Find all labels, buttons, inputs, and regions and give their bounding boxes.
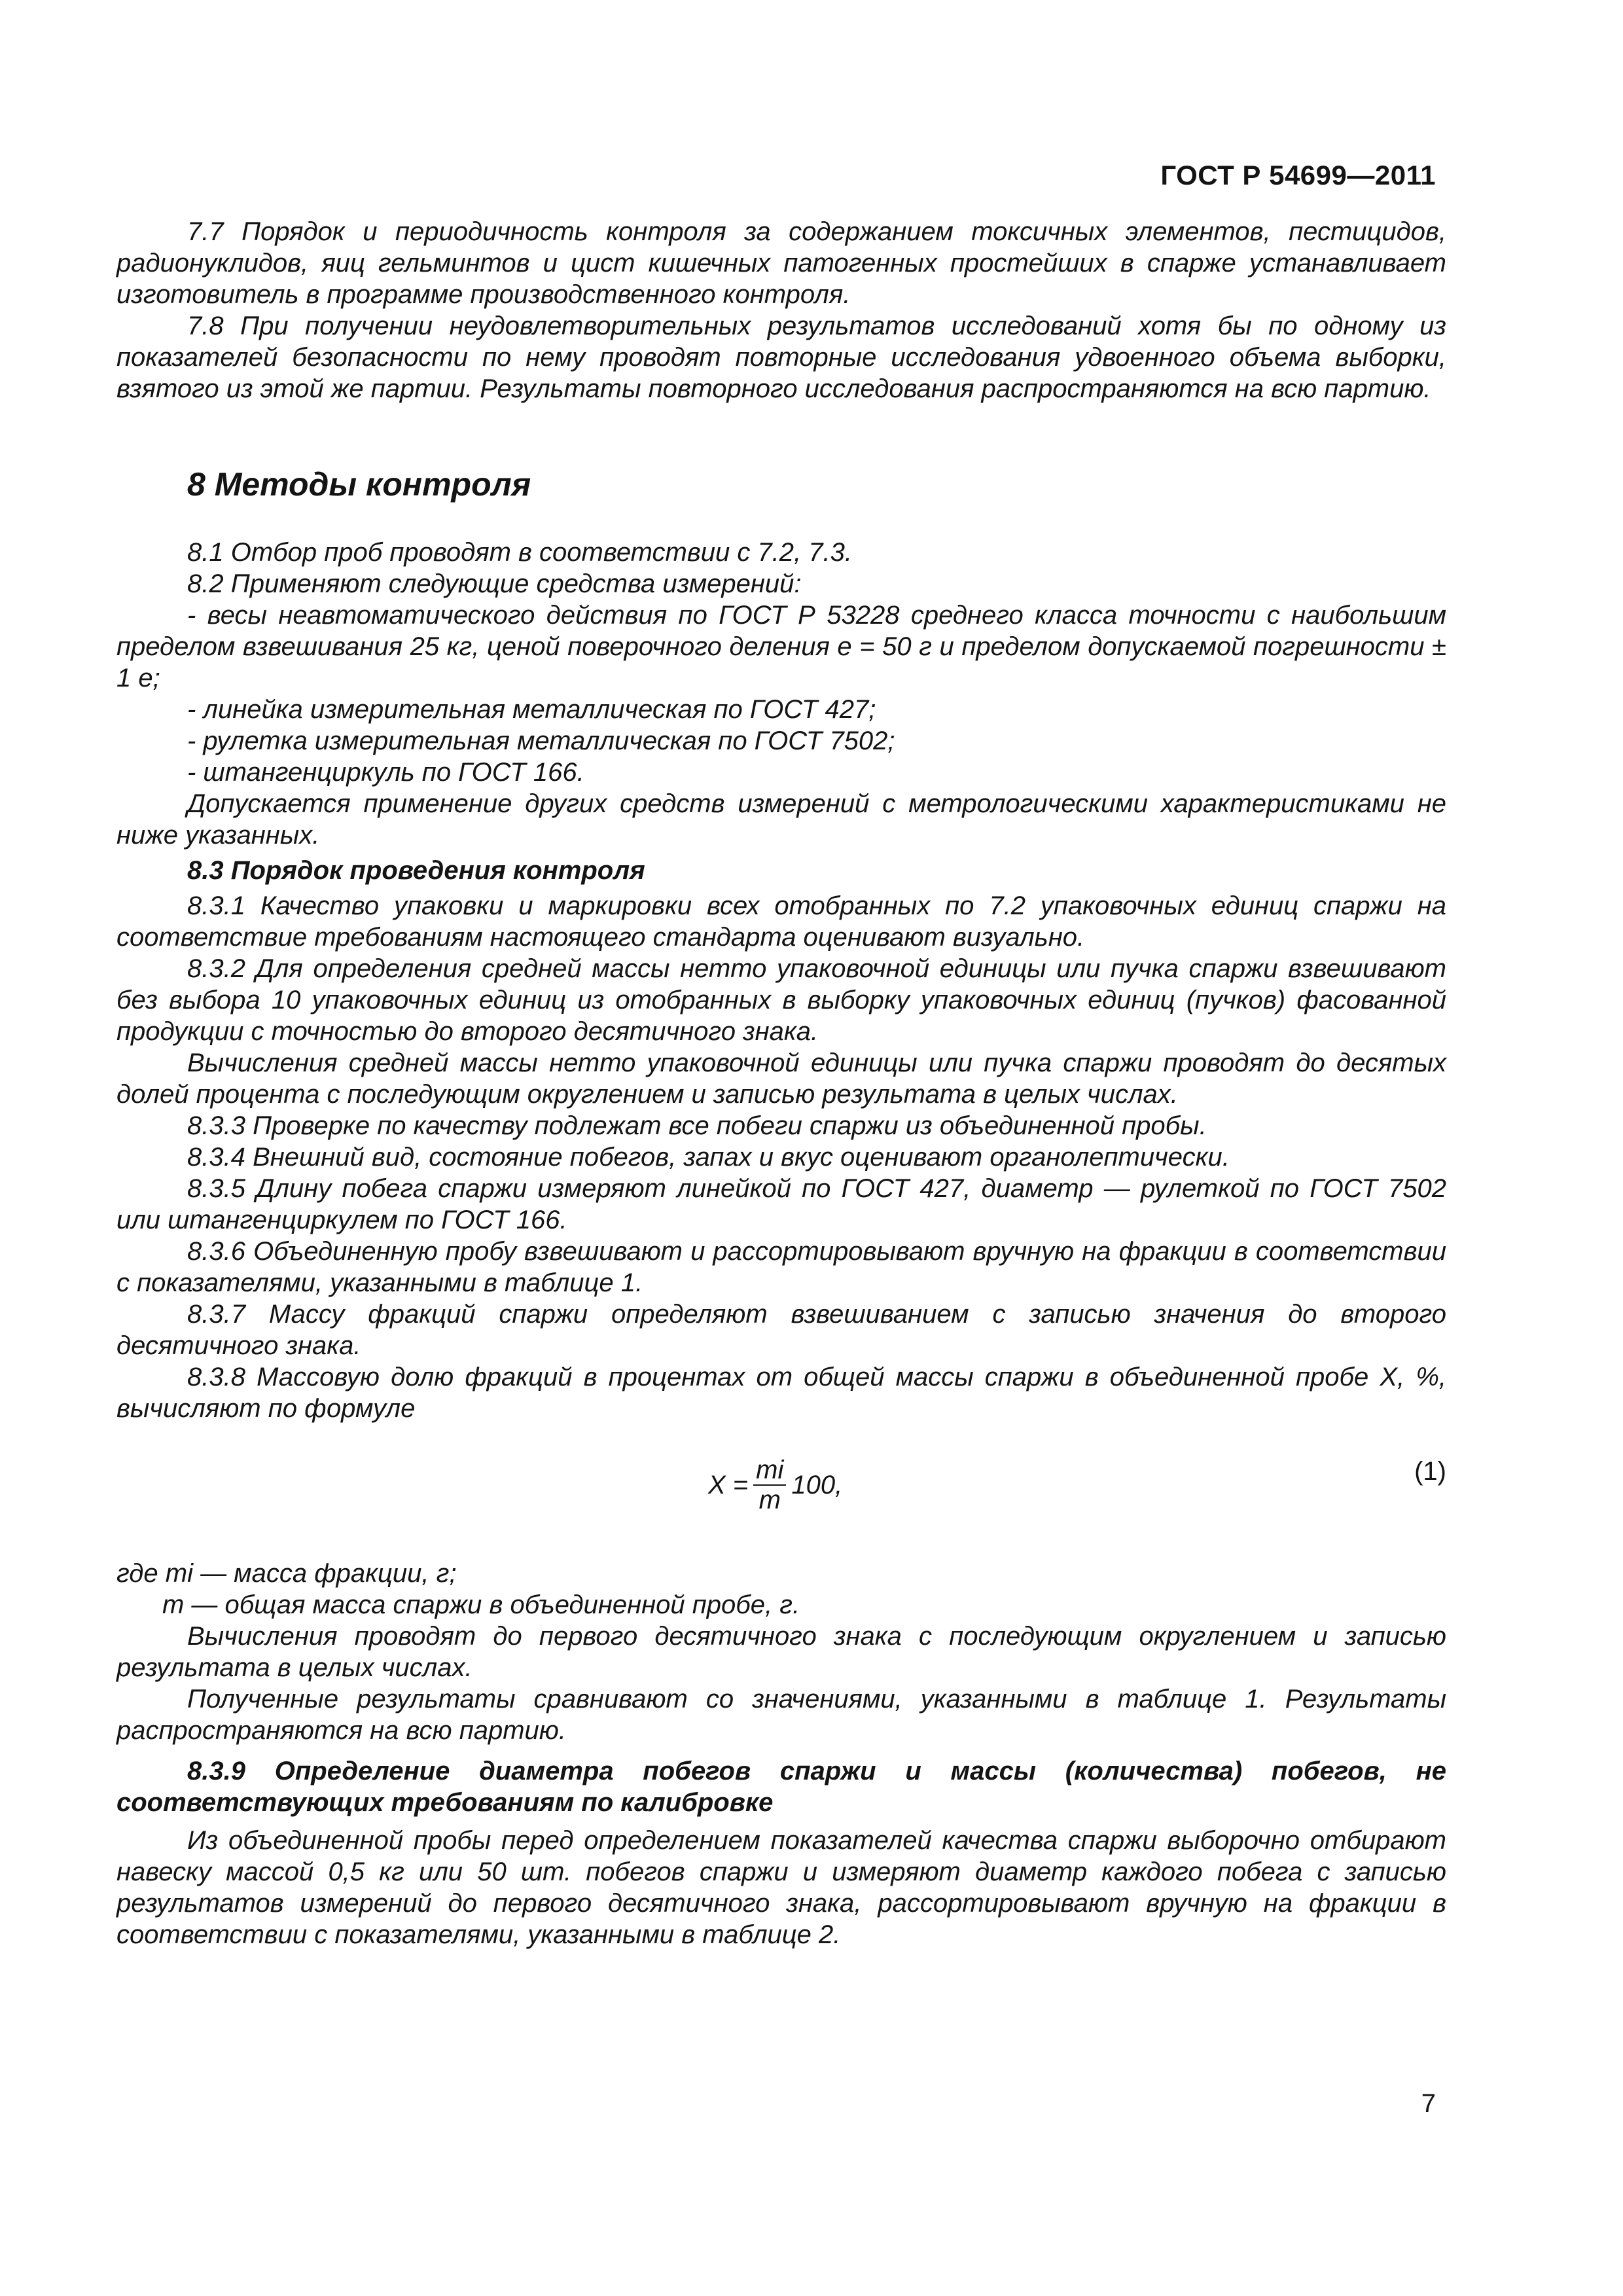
formula-fraction xyxy=(753,1456,786,1515)
formula xyxy=(708,1456,842,1515)
list-item-caliper: - штангенциркуль по ГОСТ 166. xyxy=(187,758,584,787)
page-number: 7 xyxy=(1421,2089,1436,2118)
paragraph-8-2: 8.2 Применяют следующие средства измерений: xyxy=(187,569,802,598)
list-item-scales: - весы неавтоматического действия по ГОСТ Р 53228 среднего класса точности с наибольшим пределом взвешивания 25 кг, ценой поверочного деления e = 50 г и пределом допускаемой погрешности ± 1 e; xyxy=(116,601,1446,692)
formula-numerator: mi xyxy=(753,1456,786,1486)
paragraph-8-1: 8.1 Отбор проб проводят в соответствии с 7.2, 7.3. xyxy=(187,538,852,567)
section-8-title: 8 Методы контроля xyxy=(187,466,531,503)
formula-block xyxy=(116,1450,1446,1542)
list-item-ruler: - линейка измерительная металлическая по ГОСТ 427; xyxy=(187,695,876,724)
paragraph-8-3-2: 8.3.2 Для определения средней массы нетто упаковочной единицы или пучка спаржи взвешивают без выбора 10 упаковочных единиц из отобранных в выборку упаковочных единиц (пучков) фасованной продукции с точностью до второго десятичного знака. xyxy=(116,954,1446,1046)
where-line-2: m — общая масса спаржи в объединенной пробе, г. xyxy=(162,1590,800,1619)
paragraph-8-3-3: 8.3.3 Проверке по качеству подлежат все побеги спаржи из объединенной пробы. xyxy=(187,1111,1207,1140)
formula-lhs: X = xyxy=(708,1471,749,1499)
paragraph-8-3-7: 8.3.7 Массу фракций спаржи определяют взвешиванием с записью значения до второго десятичного знака. xyxy=(116,1300,1446,1360)
list-item-tape: - рулетка измерительная металлическая по ГОСТ 7502; xyxy=(187,726,895,755)
formula-denominator: m xyxy=(758,1486,781,1515)
paragraph-8-3-8: 8.3.8 Массовую долю фракций в процентах от общей массы спаржи в объединенной пробе X, %, вычисляют по формуле xyxy=(116,1363,1446,1423)
standard-header: ГОСТ Р 54699—2011 xyxy=(1160,160,1436,190)
paragraph-7-8: 7.8 При получении неудовлетворительных результатов исследований хотя бы по одному из показателей безопасности по нему проводят повторные исследования удвоенного объема выборки, взятого из этой же партии. Результаты повторного исследования распространяются на всю партию. xyxy=(116,312,1446,403)
where-line-1: где mi — масса фракции, г; xyxy=(116,1559,457,1588)
paragraph-allowed: Допускается применение других средств измерений с метрологическими характеристиками не ниже указанных. xyxy=(116,789,1446,850)
paragraph-7-7: 7.7 Порядок и периодичность контроля за содержанием токсичных элементов, пестицидов, радионуклидов, яиц гельминтов и цист кишечных патогенных простейших в спарже устанавливает изготовитель в программе производственного контроля. xyxy=(116,217,1446,309)
paragraph-8-3-1: 8.3.1 Качество упаковки и маркировки всех отобранных по 7.2 упаковочных единиц спаржи на соответствие требованиям настоящего стандарта оценивают визуально. xyxy=(116,891,1446,952)
subsection-8-3-9-title: 8.3.9 Определение диаметра побегов спаржи и массы (количества) побегов, не соответствующих требованиям по калибровке xyxy=(116,1757,1446,1817)
page-content xyxy=(116,216,1446,1950)
paragraph-8-3-4: 8.3.4 Внешний вид, состояние побегов, запах и вкус оценивают органолептически. xyxy=(187,1143,1230,1172)
formula-rhs: 100, xyxy=(791,1471,843,1499)
formula-number: (1) xyxy=(1414,1457,1446,1486)
subsection-8-3-title: 8.3 Порядок проведения контроля xyxy=(187,856,645,885)
paragraph-8-3-6: 8.3.6 Объединенную пробу взвешивают и рассортировывают вручную на фракции в соответствии с показателями, указанными в таблице 1. xyxy=(116,1237,1446,1297)
paragraph-8-3-2b: Вычисления средней массы нетто упаковочной единицы или пучка спаржи проводят до десятых долей процента с последующим округлением и записью результата в целых числах. xyxy=(116,1049,1446,1109)
paragraph-8-3-9: Из объединенной пробы перед определением показателей качества спаржи выборочно отбирают навеску массой 0,5 кг или 50 шт. побегов спаржи и измеряют диаметр каждого побега с записью результатов измерений до первого десятичного знака, рассортировывают вручную на фракции в соответствии с показателями, указанными в таблице 2. xyxy=(116,1826,1446,1949)
paragraph-8-3-5: 8.3.5 Длину побега спаржи измеряют линейкой по ГОСТ 427, диаметр — рулеткой по ГОСТ 7502 или штангенциркулем по ГОСТ 166. xyxy=(116,1174,1446,1234)
paragraph-calc-note: Вычисления проводят до первого десятичного знака с последующим округлением и записью результата в целых числах. xyxy=(116,1622,1446,1682)
paragraph-compare-note: Полученные результаты сравнивают со значениями, указанными в таблице 1. Результаты распространяются на всю партию. xyxy=(116,1685,1446,1745)
